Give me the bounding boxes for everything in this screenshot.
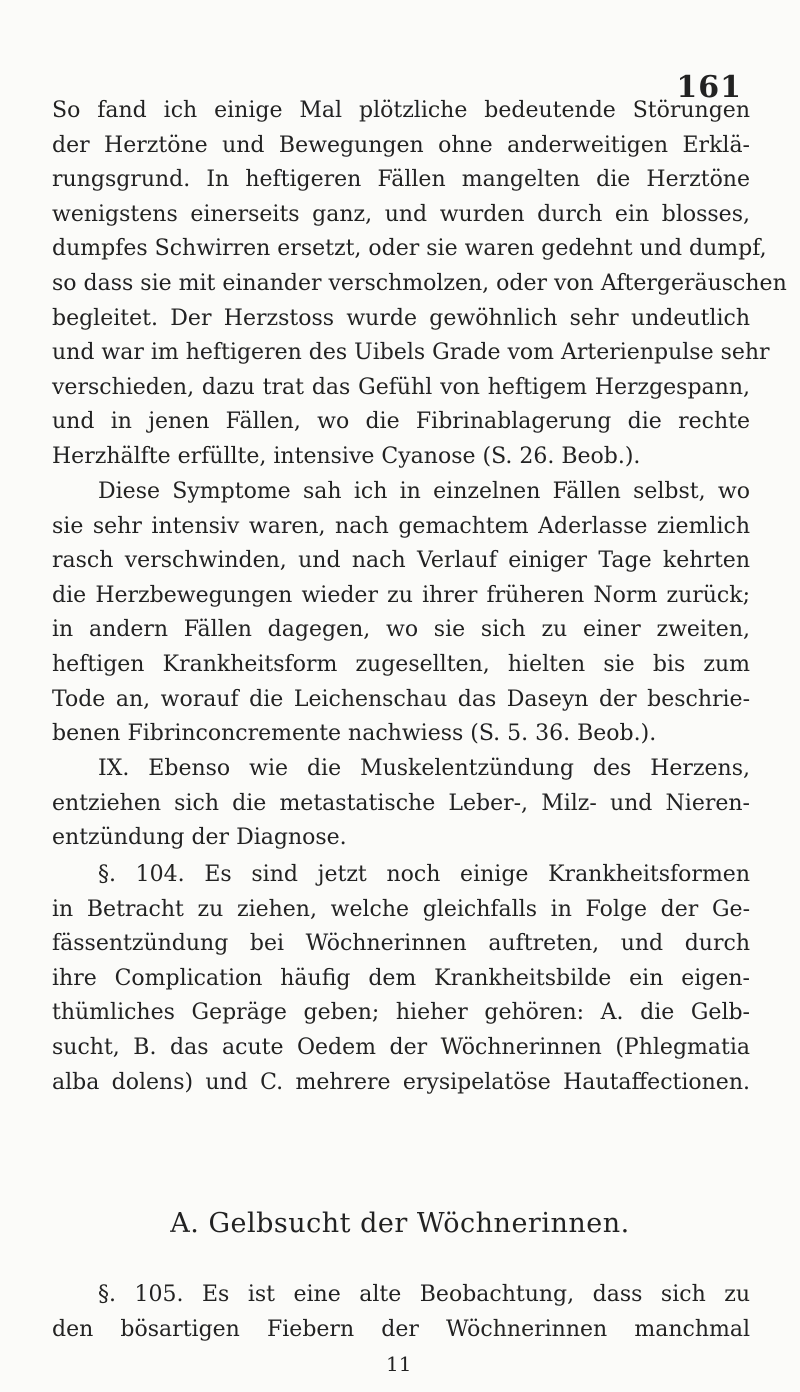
- text-line: und war im heftigeren des Uibels Grade vom Arterienpulse sehr: [52, 340, 770, 366]
- paragraph-2: [52, 475, 750, 752]
- text-line: begleitet. Der Herzstoss wurde gewöhnlich sehr undeutlich: [52, 305, 750, 331]
- text-line: sucht, B. das acute Oedem der Wöchnerinnen (Phlegmatia: [52, 1034, 750, 1060]
- section-heading: A. Gelbsucht der Wöchnerinnen.: [170, 1208, 630, 1239]
- text-line: rasch verschwinden, und nach Verlauf einiger Tage kehrten: [52, 548, 750, 574]
- text-line: §. 104. Es sind jetzt noch einige Krankheitsformen: [98, 862, 750, 887]
- text-line: entziehen sich die metastatische Leber-, Milz- und Nieren-: [52, 790, 750, 816]
- text-line: Herzhälfte erfüllte, intensive Cyanose (S. 26. Beob.).: [52, 443, 641, 469]
- text-line: sie sehr intensiv waren, nach gemachtem Aderlasse ziemlich: [52, 513, 750, 539]
- page-number: 161: [676, 70, 742, 105]
- text-line: dumpfes Schwirren ersetzt, oder sie waren gedehnt und dumpf,: [52, 236, 767, 262]
- text-line: den bösartigen Fiebern der Wöchnerinnen manchmal: [52, 1316, 750, 1342]
- paragraph-5: [52, 1278, 750, 1347]
- text-line: So fand ich einige Mal plötzliche bedeutende Störungen: [52, 98, 750, 123]
- paragraph-4: [52, 858, 750, 1100]
- text-line: verschieden, dazu trat das Gefühl von heftigem Herzgespann,: [52, 374, 750, 400]
- text-line: benen Fibrinconcremente nachwiess (S. 5. 36. Beob.).: [52, 721, 657, 747]
- text-line: rungsgrund. In heftigeren Fällen mangelten die Herztöne: [52, 167, 750, 193]
- text-line: in andern Fällen dagegen, wo sie sich zu einer zweiten,: [52, 617, 750, 643]
- paragraph-3: [52, 752, 750, 856]
- text-line: IX. Ebenso wie die Muskelentzündung des Herzens,: [98, 756, 750, 781]
- text-line: Tode an, worauf die Leichenschau das Daseyn der beschrie-: [52, 686, 750, 712]
- text-line: der Herztöne und Bewegungen ohne anderweitigen Erklä-: [52, 132, 750, 158]
- text-line: entzündung der Diagnose.: [52, 825, 347, 851]
- text-line: alba dolens) und C. mehrere erysipelatöse Hautaffectionen.: [52, 1069, 750, 1095]
- text-line: wenigstens einerseits ganz, und wurden durch ein blosses,: [52, 201, 750, 227]
- paragraph-1: [52, 94, 787, 475]
- text-line: so dass sie mit einander verschmolzen, oder von Aftergeräuschen: [52, 270, 787, 296]
- signature-mark: 11: [386, 1352, 412, 1376]
- text-line: §. 105. Es ist eine alte Beobachtung, dass sich zu: [98, 1282, 750, 1307]
- text-line: und in jenen Fällen, wo die Fibrinablagerung die rechte: [52, 409, 750, 435]
- text-line: ihre Complication häufig dem Krankheitsbilde ein eigen-: [52, 965, 750, 991]
- text-line: heftigen Krankheitsform zugesellten, hielten sie bis zum: [52, 651, 750, 677]
- text-line: die Herzbewegungen wieder zu ihrer früheren Norm zurück;: [52, 582, 750, 608]
- text-line: thümliches Gepräge geben; hieher gehören: A. die Gelb-: [52, 1000, 750, 1026]
- text-line: Diese Symptome sah ich in einzelnen Fällen selbst, wo: [98, 479, 750, 504]
- text-line: in Betracht zu ziehen, welche gleichfalls in Folge der Ge-: [52, 896, 750, 922]
- text-line: fässentzündung bei Wöchnerinnen auftreten, und durch: [52, 931, 750, 957]
